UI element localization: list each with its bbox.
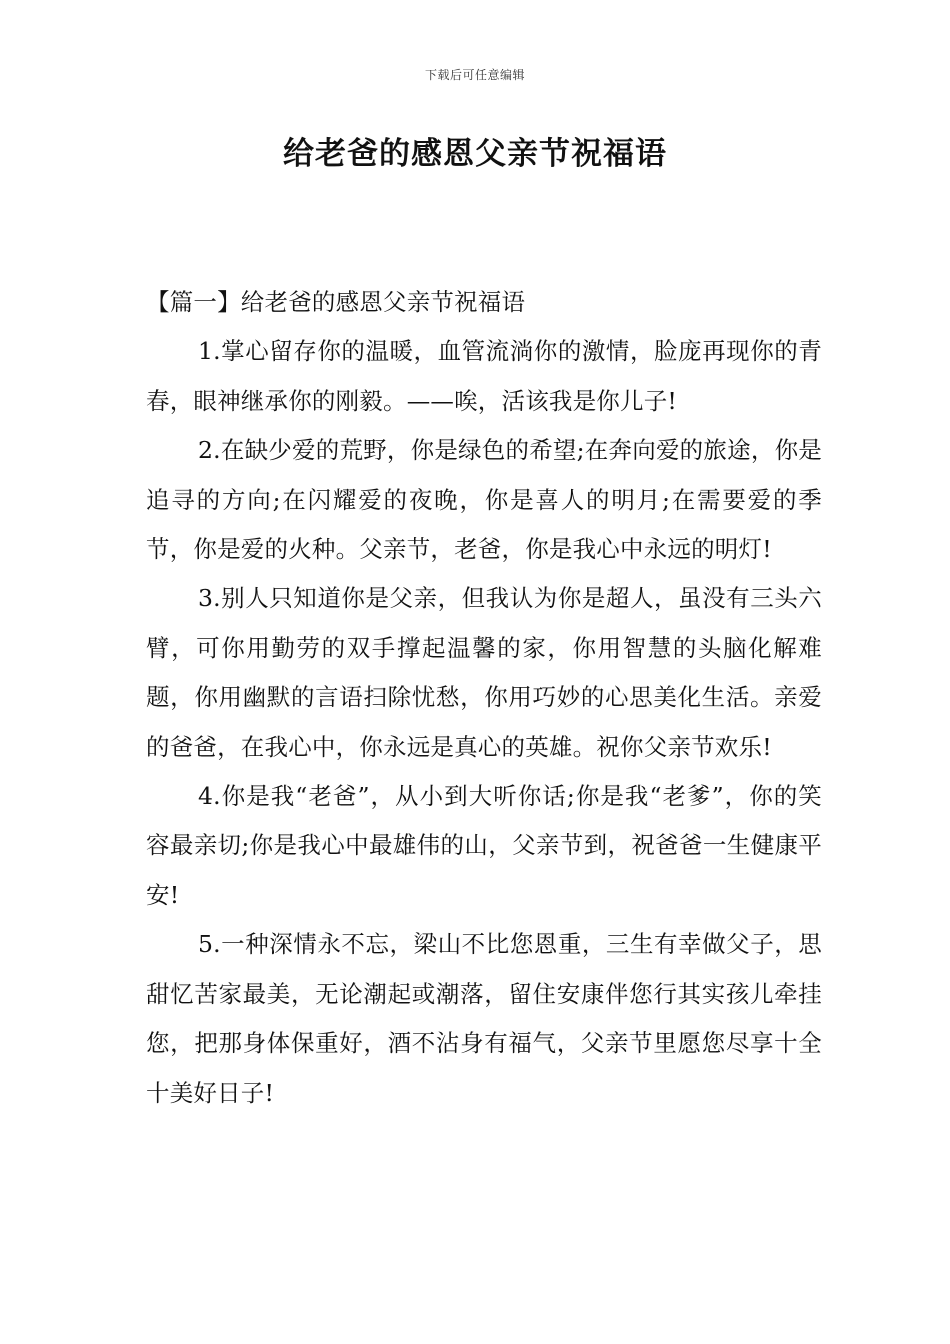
paragraph-3: 3.别人只知道你是父亲，但我认为你是超人，虽没有三头六臂，可你用勤劳的双手撑起温馨的家，你用智慧的头脑化解难题，你用幽默的言语扫除忧愁，你用巧妙的心思美化生活。亲爱的爸爸，在我心中，你永远是真心的英雄。祝你父亲节欢乐! xyxy=(146,584,822,761)
document-body xyxy=(146,278,822,1118)
paragraph-2: 2.在缺少爱的荒野，你是绿色的希望;在奔向爱的旅途，你是追寻的方向;在闪耀爱的夜晚，你是喜人的明月;在需要爱的季节，你是爱的火种。父亲节，老爸，你是我心中永远的明灯! xyxy=(146,436,822,564)
section-heading: 【篇一】给老爸的感恩父亲节祝福语 xyxy=(146,288,526,316)
paragraph-5: 5.一种深情永不忘，梁山不比您恩重，三生有幸做父子，思甜忆苦家最美，无论潮起或潮落，留住安康伴您行其实孩儿牵挂您，把那身体保重好，酒不沾身有福气，父亲节里愿您尽享十全十美好日子! xyxy=(146,930,822,1107)
page-title: 给老爸的感恩父亲节祝福语 xyxy=(283,136,667,172)
paragraph-1: 1.掌心留存你的温暖，血管流淌你的激情，脸庞再现你的青春，眼神继承你的刚毅。——唉，活该我是你儿子! xyxy=(146,337,822,415)
paragraph-4: 4.你是我“老爸”，从小到大听你话;你是我“老爹”，你的笑容最亲切;你是我心中最雄伟的山，父亲节到，祝爸爸一生健康平安! xyxy=(146,782,822,909)
header-note: 下载后可任意编辑 xyxy=(424,68,525,82)
